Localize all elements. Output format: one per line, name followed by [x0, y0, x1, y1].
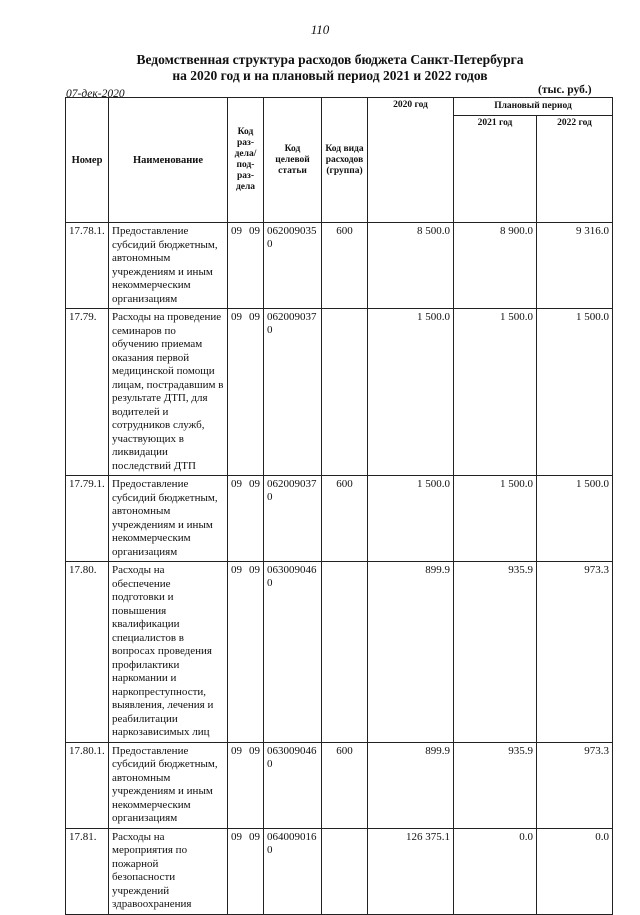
row-number: 17.79. [66, 309, 109, 476]
row-2020: 899.9 [368, 742, 454, 828]
row-2022: 973.3 [537, 742, 613, 828]
row-number: 17.80. [66, 562, 109, 743]
row-vid: 600 [322, 742, 368, 828]
row-2021: 1 500.0 [454, 476, 537, 562]
header-target: Код целевой статьи [264, 98, 322, 223]
row-razdel: 09 09 [228, 309, 264, 476]
row-target: 0630090460 [264, 562, 322, 743]
row-2020: 899.9 [368, 562, 454, 743]
row-vid [322, 309, 368, 476]
row-2020: 8 500.0 [368, 223, 454, 309]
units-label: (тыс. руб.) [538, 84, 592, 96]
table-row [66, 309, 613, 476]
row-target: 0630090460 [264, 742, 322, 828]
row-2022: 0.0 [537, 828, 613, 914]
row-name: Предоставление субсидий бюджетным, автономным учреждениям и иным некоммерческим организациям [109, 742, 228, 828]
row-number: 17.81. [66, 828, 109, 914]
row-2022: 1 500.0 [537, 476, 613, 562]
row-number: 17.80.1. [66, 742, 109, 828]
title-line-1: Ведомственная структура расходов бюджета Санкт-Петербурга [136, 52, 524, 67]
row-name: Расходы на проведение семинаров по обучению приемам оказания первой медицинской помощи лицам, пострадавшим в результате ДТП, для водителей и сотрудников служб, участвующих в ликвидации последствий ДТП [109, 309, 228, 476]
row-name: Предоставление субсидий бюджетным, автономным учреждениям и иным некоммерческим организациям [109, 476, 228, 562]
row-2021: 935.9 [454, 562, 537, 743]
row-vid [322, 562, 368, 743]
table-row [66, 476, 613, 562]
budget-table [65, 97, 613, 915]
title-line-2: на 2020 год и на плановый период 2021 и 2022 годов [172, 68, 488, 83]
header-razdel: Код раз- дела/ под- раз- дела [228, 98, 264, 223]
row-2022: 973.3 [537, 562, 613, 743]
row-razdel: 09 09 [228, 223, 264, 309]
header-vid: Код вида расходов (группа) [322, 98, 368, 223]
row-target: 0620090370 [264, 476, 322, 562]
row-target: 0620090370 [264, 309, 322, 476]
document-date: 07-дек-2020 [66, 88, 125, 100]
row-vid [322, 828, 368, 914]
row-2020: 1 500.0 [368, 309, 454, 476]
row-razdel: 09 09 [228, 742, 264, 828]
row-number: 17.79.1. [66, 476, 109, 562]
row-2020: 126 375.1 [368, 828, 454, 914]
table-row [66, 742, 613, 828]
row-2021: 8 900.0 [454, 223, 537, 309]
header-2021: 2021 год [454, 116, 537, 223]
row-2022: 9 316.0 [537, 223, 613, 309]
row-2021: 935.9 [454, 742, 537, 828]
row-2021: 0.0 [454, 828, 537, 914]
row-2020: 1 500.0 [368, 476, 454, 562]
row-name: Расходы на мероприятия по пожарной безопасности учреждений здравоохранения [109, 828, 228, 914]
page-number: 110 [310, 22, 330, 37]
row-2022: 1 500.0 [537, 309, 613, 476]
header-2022: 2022 год [537, 116, 613, 223]
document-title [100, 52, 560, 84]
row-razdel: 09 09 [228, 828, 264, 914]
table-row [66, 223, 613, 309]
row-name: Предоставление субсидий бюджетным, автономным учреждениям и иным некоммерческим организациям [109, 223, 228, 309]
header-name: Наименование [109, 98, 228, 223]
row-number: 17.78.1. [66, 223, 109, 309]
row-2021: 1 500.0 [454, 309, 537, 476]
header-2020: 2020 год [368, 98, 454, 223]
row-target: 0620090350 [264, 223, 322, 309]
header-planned: Плановый период [454, 98, 613, 116]
header-number: Номер [66, 98, 109, 223]
row-vid: 600 [322, 223, 368, 309]
table-row [66, 562, 613, 743]
row-name: Расходы на обеспечение подготовки и повышения квалификации специалистов в вопросах проведения профилактики наркомании и наркопреступности, выявления, лечения и реабилитации наркозависимых лиц [109, 562, 228, 743]
row-razdel: 09 09 [228, 562, 264, 743]
row-target: 0640090160 [264, 828, 322, 914]
row-razdel: 09 09 [228, 476, 264, 562]
table-row [66, 828, 613, 914]
row-vid: 600 [322, 476, 368, 562]
